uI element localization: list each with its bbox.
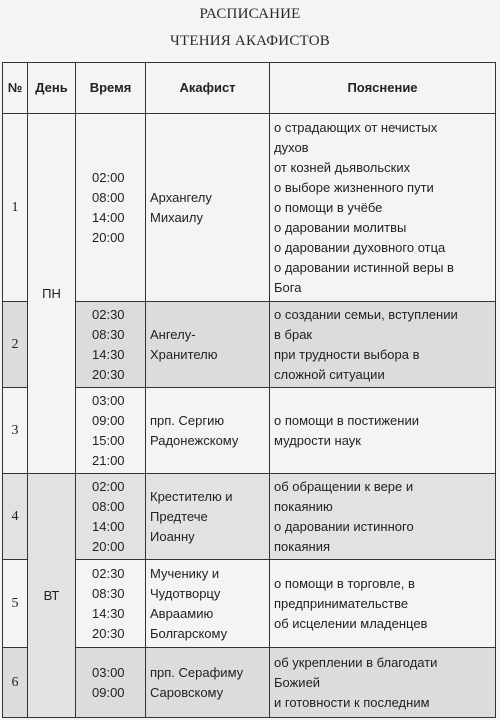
time-value: 20:00 bbox=[92, 538, 125, 554]
explanation-line: об исцелении младенцев bbox=[274, 615, 428, 631]
row-number: 2 bbox=[3, 302, 28, 388]
akafist-line: Хранителю bbox=[150, 346, 218, 362]
akafist-line: Михаилу bbox=[150, 209, 204, 225]
akafist-cell bbox=[146, 648, 270, 718]
table-header-row bbox=[3, 63, 496, 114]
day-cell: ПН bbox=[28, 114, 76, 474]
akafist-line: прп. Серафиму bbox=[150, 664, 244, 680]
explanation-line: при трудности выбора в bbox=[274, 346, 420, 362]
explanation-line: о даровании истинной веры в bbox=[274, 259, 454, 275]
time-value: 08:30 bbox=[92, 585, 125, 601]
col-header-akafist: Акафист bbox=[146, 63, 270, 114]
explanation-line: о помощи в торговле, в bbox=[274, 575, 415, 591]
akafist-line: Мученику и bbox=[150, 565, 220, 581]
akafist-line: Радонежскому bbox=[150, 432, 239, 448]
explanation-line: о создании семьи, вступлении bbox=[274, 306, 458, 322]
explanation-line: о помощи в учёбе bbox=[274, 199, 383, 215]
time-value: 02:00 bbox=[92, 169, 125, 185]
time-value: 14:00 bbox=[92, 518, 125, 534]
explanation-line: предпринимательстве bbox=[274, 595, 409, 611]
time-value: 03:00 bbox=[92, 392, 125, 408]
row-number: 4 bbox=[3, 474, 28, 560]
col-header-explanation: Пояснение bbox=[270, 63, 496, 114]
row-number: 6 bbox=[3, 648, 28, 718]
explanation-line: Бога bbox=[274, 279, 302, 295]
explanation-line: духов bbox=[274, 139, 309, 155]
explanation-line: сложной ситуации bbox=[274, 366, 385, 382]
explanation-cell bbox=[270, 388, 496, 474]
explanation-line: покаянию bbox=[274, 498, 333, 514]
time-value: 21:00 bbox=[92, 452, 125, 468]
time-value: 20:30 bbox=[92, 625, 125, 641]
akafist-line: Чудотворцу bbox=[150, 585, 221, 601]
akafist-line: прп. Сергию bbox=[150, 412, 225, 428]
explanation-line: в брак bbox=[274, 326, 313, 342]
akafist-line: Предтече bbox=[150, 508, 208, 524]
row-number: 5 bbox=[3, 560, 28, 648]
table-row bbox=[3, 388, 496, 474]
page-subtitle: ЧТЕНИЯ АКАФИСТОВ bbox=[170, 33, 330, 49]
akafist-line: Иоанну bbox=[150, 528, 195, 544]
explanation-line: об обращении к вере и bbox=[274, 478, 414, 494]
time-value: 08:00 bbox=[92, 189, 125, 205]
time-value: 02:30 bbox=[92, 306, 125, 322]
explanation-line: мудрости наук bbox=[274, 432, 361, 448]
akafist-cell bbox=[146, 302, 270, 388]
akafist-line: Саровскому bbox=[150, 684, 224, 700]
table-row bbox=[3, 560, 496, 648]
akafist-line: Крестителю и bbox=[150, 488, 233, 504]
explanation-cell bbox=[270, 648, 496, 718]
time-value: 20:00 bbox=[92, 229, 125, 245]
explanation-line: об укреплении в благодати bbox=[274, 654, 438, 670]
explanation-line: о выборе жизненного пути bbox=[274, 179, 434, 195]
explanation-line: о страдающих от нечистых bbox=[274, 119, 438, 135]
explanation-cell bbox=[270, 302, 496, 388]
time-value: 14:00 bbox=[92, 209, 125, 225]
akafist-line: Ангелу- bbox=[150, 326, 196, 342]
explanation-cell bbox=[270, 560, 496, 648]
time-value: 14:30 bbox=[92, 346, 125, 362]
time-value: 08:00 bbox=[92, 498, 125, 514]
explanation-cell bbox=[270, 114, 496, 302]
akafist-cell bbox=[146, 474, 270, 560]
time-value: 09:00 bbox=[92, 684, 125, 700]
time-value: 02:00 bbox=[92, 478, 125, 494]
row-number: 1 bbox=[3, 114, 28, 302]
time-cell bbox=[76, 114, 146, 302]
time-value: 08:30 bbox=[92, 326, 125, 342]
col-header-number: № bbox=[3, 63, 28, 114]
akafist-cell bbox=[146, 388, 270, 474]
akafist-cell bbox=[146, 560, 270, 648]
time-cell bbox=[76, 648, 146, 718]
row-number: 3 bbox=[3, 388, 28, 474]
time-value: 14:30 bbox=[92, 605, 125, 621]
table-row bbox=[3, 648, 496, 718]
explanation-cell bbox=[270, 474, 496, 560]
akafist-cell bbox=[146, 114, 270, 302]
table-row bbox=[3, 474, 496, 560]
col-header-day: День bbox=[28, 63, 76, 114]
time-value: 02:30 bbox=[92, 565, 125, 581]
time-value: 09:00 bbox=[92, 412, 125, 428]
time-cell bbox=[76, 474, 146, 560]
time-cell bbox=[76, 302, 146, 388]
akafist-line: Архангелу bbox=[150, 189, 212, 205]
time-value: 03:00 bbox=[92, 664, 125, 680]
akafist-line: Авраамию bbox=[150, 605, 214, 621]
explanation-line: о даровании истинного bbox=[274, 518, 414, 534]
time-cell bbox=[76, 388, 146, 474]
time-value: 15:00 bbox=[92, 432, 125, 448]
table-row bbox=[3, 302, 496, 388]
day-cell: ВТ bbox=[28, 474, 76, 718]
time-value: 20:30 bbox=[92, 366, 125, 382]
explanation-line: о даровании молитвы bbox=[274, 219, 407, 235]
explanation-line: от козней дьявольских bbox=[274, 159, 411, 175]
page-title: РАСПИСАНИЕ bbox=[199, 6, 301, 22]
explanation-line: покаяния bbox=[274, 538, 330, 554]
time-cell bbox=[76, 560, 146, 648]
table-row bbox=[3, 114, 496, 302]
explanation-line: о помощи в постижении bbox=[274, 412, 419, 428]
schedule-table bbox=[2, 62, 496, 718]
explanation-line: о даровании духовного отца bbox=[274, 239, 446, 255]
explanation-line: и готовности к последним bbox=[274, 694, 430, 710]
akafist-line: Болгарскому bbox=[150, 625, 228, 641]
col-header-time: Время bbox=[76, 63, 146, 114]
explanation-line: Божией bbox=[274, 674, 321, 690]
